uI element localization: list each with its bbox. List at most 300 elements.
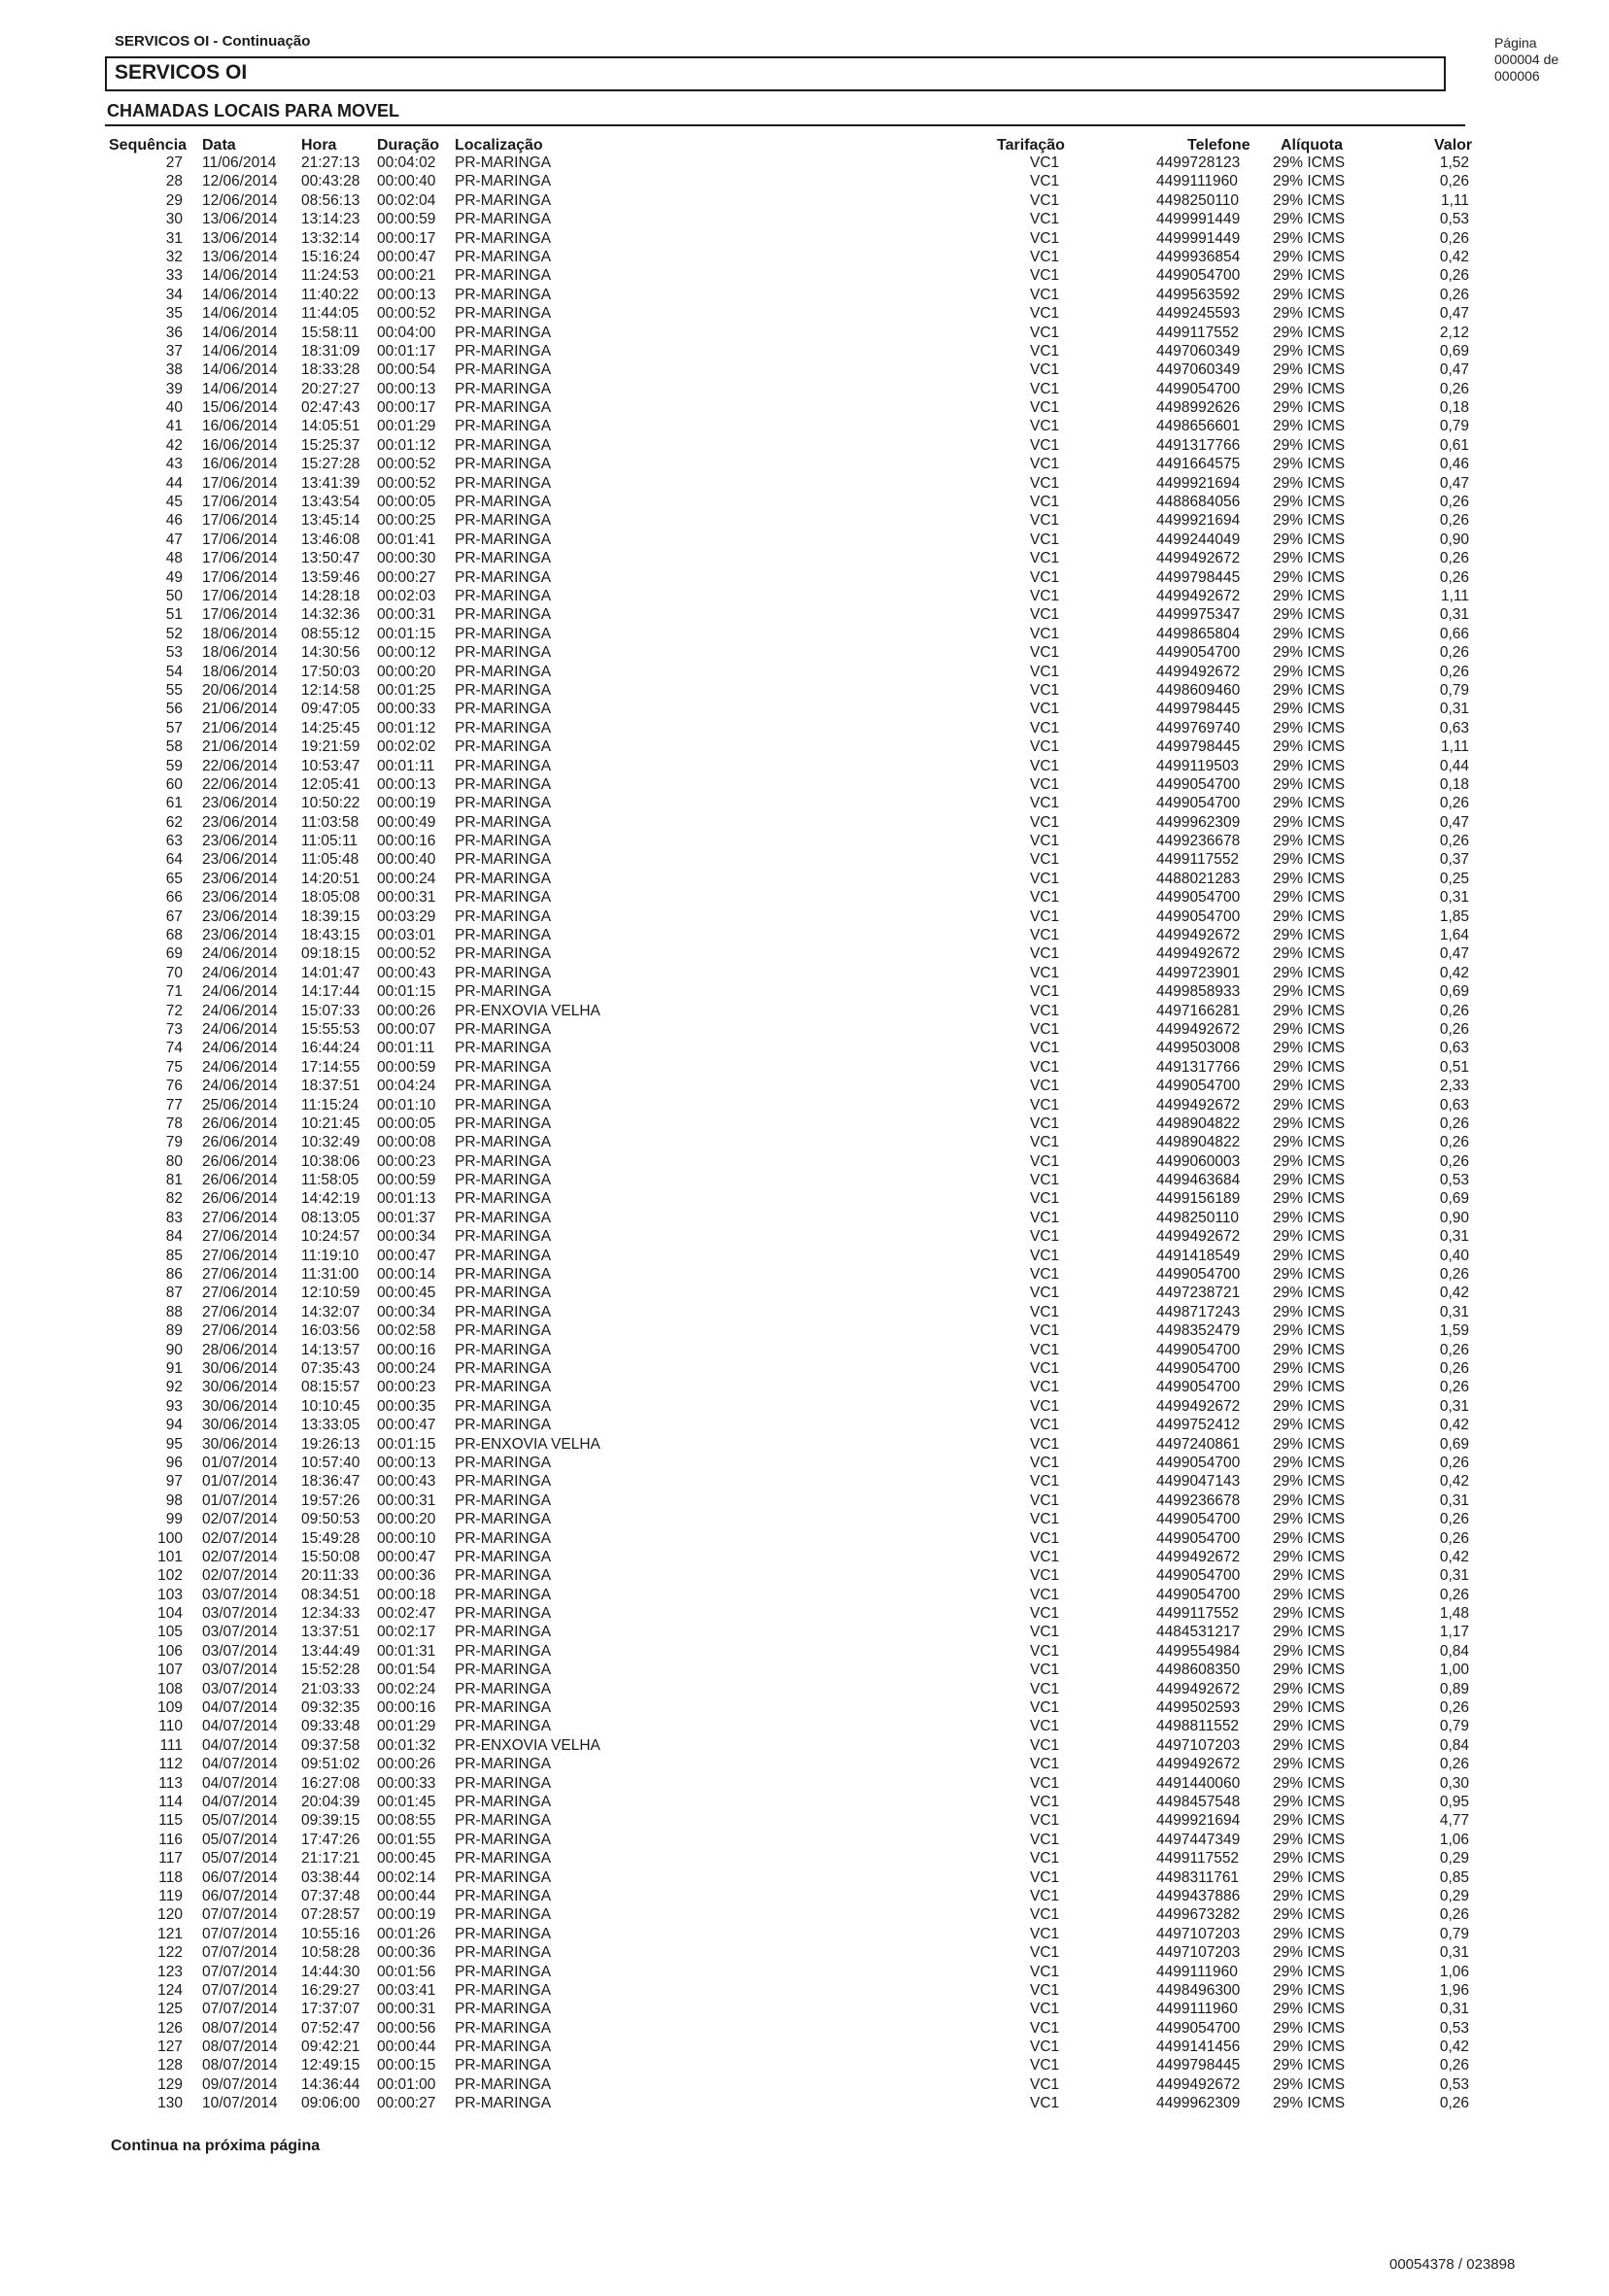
- row-value: 0,26: [1439, 286, 1469, 303]
- row-duration: 00:00:43: [377, 1473, 436, 1491]
- table-row: [0, 1566, 1609, 1585]
- row-location: PR-MARINGA: [455, 813, 552, 831]
- row-phone: 4499054700: [1156, 267, 1241, 285]
- row-time: 20:27:27: [301, 380, 360, 397]
- row-value: 0,26: [1439, 267, 1469, 285]
- row-rate: 29% ICMS: [1273, 2039, 1346, 2056]
- row-date: 02/07/2014: [202, 1567, 278, 1585]
- row-seq: 52: [165, 625, 183, 642]
- row-value: 0,63: [1439, 1096, 1469, 1114]
- table-row: [0, 229, 1609, 248]
- row-location: PR-MARINGA: [455, 324, 552, 341]
- row-duration: 00:00:52: [377, 474, 436, 492]
- row-seq: 114: [158, 1793, 183, 1810]
- row-duration: 00:00:59: [377, 1172, 436, 1189]
- row-value: 1,06: [1439, 1963, 1469, 1980]
- row-date: 06/07/2014: [202, 1887, 278, 1904]
- row-tariff: VC1: [1030, 889, 1060, 907]
- col-header-time: Hora: [301, 137, 337, 154]
- row-rate: 29% ICMS: [1273, 474, 1346, 492]
- row-date: 03/07/2014: [202, 1680, 278, 1697]
- row-location: PR-MARINGA: [455, 908, 552, 925]
- row-seq: 46: [165, 512, 183, 530]
- row-tariff: VC1: [1030, 738, 1060, 756]
- table-row: [0, 813, 1609, 832]
- row-tariff: VC1: [1030, 1078, 1060, 1095]
- row-value: 0,79: [1439, 1925, 1469, 1942]
- row-duration: 00:00:10: [377, 1529, 436, 1547]
- row-location: PR-MARINGA: [455, 606, 552, 624]
- row-date: 13/06/2014: [202, 248, 278, 265]
- row-value: 0,66: [1439, 625, 1469, 642]
- row-tariff: VC1: [1030, 644, 1060, 662]
- row-rate: 29% ICMS: [1273, 1209, 1346, 1226]
- row-seq: 89: [165, 1322, 183, 1340]
- row-rate: 29% ICMS: [1273, 568, 1346, 586]
- row-rate: 29% ICMS: [1273, 983, 1346, 1001]
- row-location: PR-MARINGA: [455, 1944, 552, 1962]
- table-row: [0, 172, 1609, 190]
- row-time: 15:58:11: [301, 324, 359, 341]
- row-value: 1,52: [1439, 154, 1469, 171]
- row-tariff: VC1: [1030, 191, 1060, 209]
- row-rate: 29% ICMS: [1273, 1548, 1346, 1565]
- row-phone: 4499060003: [1156, 1152, 1241, 1170]
- row-duration: 00:00:52: [377, 456, 436, 473]
- row-phone: 4499492672: [1156, 550, 1241, 567]
- table-row: [0, 1020, 1609, 1039]
- row-duration: 00:01:29: [377, 418, 436, 435]
- row-phone: 4499503008: [1156, 1040, 1241, 1057]
- row-time: 12:05:41: [301, 775, 360, 793]
- row-phone: 4498457548: [1156, 1793, 1241, 1810]
- row-date: 24/06/2014: [202, 945, 278, 963]
- row-seq: 61: [165, 795, 183, 812]
- row-location: PR-MARINGA: [455, 1247, 552, 1264]
- row-date: 24/06/2014: [202, 1078, 278, 1095]
- row-value: 1,85: [1439, 908, 1469, 925]
- row-time: 10:21:45: [301, 1114, 360, 1132]
- table-row: [0, 1472, 1609, 1491]
- row-tariff: VC1: [1030, 1152, 1060, 1170]
- row-value: 0,69: [1439, 1435, 1469, 1453]
- row-location: PR-MARINGA: [455, 833, 552, 850]
- row-date: 02/07/2014: [202, 1548, 278, 1565]
- row-time: 10:57:40: [301, 1454, 360, 1471]
- row-tariff: VC1: [1030, 908, 1060, 925]
- row-location: PR-MARINGA: [455, 1152, 552, 1170]
- row-tariff: VC1: [1030, 663, 1060, 680]
- row-time: 16:03:56: [301, 1322, 360, 1340]
- row-duration: 00:01:15: [377, 1435, 436, 1453]
- row-duration: 00:00:21: [377, 267, 436, 285]
- row-tariff: VC1: [1030, 1981, 1060, 1999]
- row-time: 14:44:30: [301, 1963, 360, 1980]
- row-duration: 00:01:00: [377, 2075, 436, 2093]
- col-header-location: Localização: [455, 137, 543, 154]
- row-tariff: VC1: [1030, 1397, 1060, 1415]
- row-duration: 00:04:00: [377, 324, 436, 341]
- table-row: [0, 888, 1609, 907]
- row-seq: 92: [165, 1379, 183, 1396]
- row-duration: 00:00:14: [377, 1266, 436, 1284]
- row-phone: 4499156189: [1156, 1190, 1241, 1208]
- row-time: 11:15:24: [301, 1096, 359, 1114]
- row-value: 0,25: [1439, 870, 1469, 887]
- row-value: 0,79: [1439, 1718, 1469, 1735]
- row-phone: 4498496300: [1156, 1981, 1241, 1999]
- row-date: 17/06/2014: [202, 587, 278, 604]
- row-time: 14:25:45: [301, 719, 360, 737]
- row-value: 0,26: [1439, 1134, 1469, 1151]
- row-value: 0,26: [1439, 1756, 1469, 1773]
- row-rate: 29% ICMS: [1273, 1887, 1346, 1904]
- row-date: 14/06/2014: [202, 286, 278, 303]
- row-value: 0,31: [1439, 1397, 1469, 1415]
- row-rate: 29% ICMS: [1273, 399, 1346, 417]
- row-phone: 4491440060: [1156, 1774, 1241, 1792]
- row-seq: 83: [165, 1209, 183, 1226]
- row-tariff: VC1: [1030, 1756, 1060, 1773]
- row-rate: 29% ICMS: [1273, 1266, 1346, 1284]
- row-phone: 4499492672: [1156, 587, 1241, 604]
- table-row: [0, 832, 1609, 850]
- row-duration: 00:02:24: [377, 1680, 436, 1697]
- row-seq: 117: [158, 1850, 183, 1868]
- row-date: 03/07/2014: [202, 1586, 278, 1603]
- col-header-duration: Duração: [377, 137, 440, 154]
- header-rule: [105, 124, 1465, 126]
- page-total: 000006: [1494, 68, 1540, 84]
- row-tariff: VC1: [1030, 436, 1060, 454]
- row-phone: 4499054700: [1156, 1360, 1241, 1377]
- row-seq: 59: [165, 757, 183, 774]
- row-seq: 66: [165, 889, 183, 907]
- row-duration: 00:02:02: [377, 738, 436, 756]
- row-time: 11:03:58: [301, 813, 359, 831]
- row-phone: 4498609460: [1156, 681, 1241, 699]
- row-time: 14:01:47: [301, 964, 360, 981]
- row-tariff: VC1: [1030, 2057, 1060, 2074]
- row-date: 03/07/2014: [202, 1605, 278, 1623]
- row-tariff: VC1: [1030, 1020, 1060, 1038]
- row-value: 0,26: [1439, 1529, 1469, 1547]
- row-duration: 00:00:31: [377, 889, 436, 907]
- continuation-title: SERVICOS OI - Continuação: [115, 33, 311, 50]
- row-date: 17/06/2014: [202, 568, 278, 586]
- row-value: 0,31: [1439, 606, 1469, 624]
- row-location: PR-MARINGA: [455, 1454, 552, 1471]
- row-value: 0,79: [1439, 681, 1469, 699]
- row-location: PR-MARINGA: [455, 1511, 552, 1528]
- table-row: [0, 436, 1609, 455]
- table-row: [0, 1152, 1609, 1171]
- row-value: 0,31: [1439, 1567, 1469, 1585]
- table-row: [0, 1849, 1609, 1868]
- row-location: PR-MARINGA: [455, 1925, 552, 1942]
- row-value: 0,26: [1439, 1152, 1469, 1170]
- row-seq: 35: [165, 305, 183, 323]
- row-time: 15:49:28: [301, 1529, 360, 1547]
- row-location: PR-MARINGA: [455, 587, 552, 604]
- row-tariff: VC1: [1030, 154, 1060, 171]
- table-row: [0, 568, 1609, 587]
- row-duration: 00:00:31: [377, 2001, 436, 2018]
- row-seq: 58: [165, 738, 183, 756]
- row-phone: 4497060349: [1156, 342, 1241, 360]
- row-tariff: VC1: [1030, 1868, 1060, 1886]
- row-date: 30/06/2014: [202, 1397, 278, 1415]
- row-date: 27/06/2014: [202, 1285, 278, 1302]
- row-phone: 4499054700: [1156, 775, 1241, 793]
- table-row: [0, 1265, 1609, 1284]
- table-row: [0, 1435, 1609, 1454]
- row-location: PR-MARINGA: [455, 1718, 552, 1735]
- row-seq: 51: [165, 606, 183, 624]
- row-time: 15:16:24: [301, 248, 360, 265]
- row-value: 0,46: [1439, 456, 1469, 473]
- row-value: 0,42: [1439, 1473, 1469, 1491]
- row-time: 18:31:09: [301, 342, 360, 360]
- table-row: [0, 1661, 1609, 1679]
- row-phone: 4499054700: [1156, 908, 1241, 925]
- row-phone: 4499047143: [1156, 1473, 1241, 1491]
- row-value: 0,44: [1439, 757, 1469, 774]
- row-phone: 4498904822: [1156, 1114, 1241, 1132]
- row-tariff: VC1: [1030, 1944, 1060, 1962]
- row-date: 27/06/2014: [202, 1228, 278, 1246]
- row-date: 17/06/2014: [202, 494, 278, 511]
- row-tariff: VC1: [1030, 568, 1060, 586]
- row-location: PR-MARINGA: [455, 1134, 552, 1151]
- row-rate: 29% ICMS: [1273, 436, 1346, 454]
- row-tariff: VC1: [1030, 1266, 1060, 1284]
- row-location: PR-MARINGA: [455, 1774, 552, 1792]
- row-date: 05/07/2014: [202, 1831, 278, 1848]
- row-duration: 00:00:20: [377, 1511, 436, 1528]
- row-location: PR-MARINGA: [455, 1190, 552, 1208]
- row-rate: 29% ICMS: [1273, 211, 1346, 228]
- table-row: [0, 1321, 1609, 1340]
- row-date: 27/06/2014: [202, 1209, 278, 1226]
- row-value: 0,85: [1439, 1868, 1469, 1886]
- row-value: 1,00: [1439, 1662, 1469, 1679]
- row-duration: 00:00:12: [377, 644, 436, 662]
- table-row: [0, 1378, 1609, 1396]
- row-location: PR-MARINGA: [455, 1360, 552, 1377]
- row-value: 0,31: [1439, 1303, 1469, 1320]
- row-rate: 29% ICMS: [1273, 1812, 1346, 1830]
- row-time: 14:32:36: [301, 606, 360, 624]
- row-time: 12:34:33: [301, 1605, 360, 1623]
- row-rate: 29% ICMS: [1273, 1944, 1346, 1962]
- row-time: 10:53:47: [301, 757, 360, 774]
- row-tariff: VC1: [1030, 681, 1060, 699]
- row-time: 09:50:53: [301, 1511, 360, 1528]
- row-duration: 00:01:11: [377, 1040, 435, 1057]
- row-location: PR-MARINGA: [455, 2057, 552, 2074]
- row-time: 14:20:51: [301, 870, 360, 887]
- row-rate: 29% ICMS: [1273, 2075, 1346, 2093]
- row-location: PR-MARINGA: [455, 964, 552, 981]
- row-date: 26/06/2014: [202, 1172, 278, 1189]
- row-rate: 29% ICMS: [1273, 1473, 1346, 1491]
- row-seq: 96: [165, 1454, 183, 1471]
- row-tariff: VC1: [1030, 1586, 1060, 1603]
- table-row: [0, 625, 1609, 643]
- row-phone: 4499492672: [1156, 1397, 1241, 1415]
- row-value: 0,26: [1439, 1114, 1469, 1132]
- row-phone: 4499563592: [1156, 286, 1241, 303]
- row-phone: 4499054700: [1156, 795, 1241, 812]
- row-phone: 4499492672: [1156, 2075, 1241, 2093]
- row-time: 14:28:18: [301, 587, 360, 604]
- row-rate: 29% ICMS: [1273, 1793, 1346, 1810]
- row-date: 05/07/2014: [202, 1812, 278, 1830]
- row-date: 04/07/2014: [202, 1793, 278, 1810]
- row-date: 16/06/2014: [202, 436, 278, 454]
- row-value: 0,47: [1439, 945, 1469, 963]
- row-seq: 126: [157, 2019, 183, 2037]
- table-row: [0, 1905, 1609, 1924]
- row-date: 07/07/2014: [202, 1981, 278, 1999]
- row-tariff: VC1: [1030, 1190, 1060, 1208]
- row-location: PR-MARINGA: [455, 361, 552, 379]
- row-rate: 29% ICMS: [1273, 1981, 1346, 1999]
- row-phone: 4498656601: [1156, 418, 1241, 435]
- row-location: PR-MARINGA: [455, 1981, 552, 1999]
- row-value: 0,26: [1439, 1699, 1469, 1717]
- row-rate: 29% ICMS: [1273, 1850, 1346, 1868]
- row-value: 0,30: [1439, 1774, 1469, 1792]
- row-tariff: VC1: [1030, 1850, 1060, 1868]
- row-tariff: VC1: [1030, 1228, 1060, 1246]
- row-time: 13:45:14: [301, 512, 360, 530]
- row-date: 13/06/2014: [202, 211, 278, 228]
- row-time: 10:10:45: [301, 1397, 360, 1415]
- row-rate: 29% ICMS: [1273, 606, 1346, 624]
- row-tariff: VC1: [1030, 1303, 1060, 1320]
- row-date: 14/06/2014: [202, 324, 278, 341]
- row-duration: 00:00:16: [377, 1341, 436, 1358]
- row-value: 0,26: [1439, 494, 1469, 511]
- row-duration: 00:00:40: [377, 173, 436, 190]
- row-location: PR-MARINGA: [455, 474, 552, 492]
- table-row: [0, 1642, 1609, 1661]
- row-seq: 73: [165, 1020, 183, 1038]
- row-duration: 00:00:59: [377, 211, 436, 228]
- row-time: 11:19:10: [301, 1247, 359, 1264]
- row-duration: 00:00:19: [377, 795, 436, 812]
- row-rate: 29% ICMS: [1273, 945, 1346, 963]
- row-seq: 40: [165, 399, 183, 417]
- row-rate: 29% ICMS: [1273, 663, 1346, 680]
- table-row: [0, 154, 1609, 172]
- row-time: 13:44:49: [301, 1642, 360, 1660]
- row-tariff: VC1: [1030, 229, 1060, 247]
- row-value: 0,18: [1439, 775, 1469, 793]
- row-location: PR-MARINGA: [455, 870, 552, 887]
- row-date: 24/06/2014: [202, 1002, 278, 1019]
- row-date: 08/07/2014: [202, 2039, 278, 2056]
- row-value: 0,84: [1439, 1642, 1469, 1660]
- row-value: 0,47: [1439, 474, 1469, 492]
- table-row: [0, 964, 1609, 982]
- row-rate: 29% ICMS: [1273, 1152, 1346, 1170]
- row-phone: 4499798445: [1156, 2057, 1241, 2074]
- row-location: PR-MARINGA: [455, 1624, 552, 1641]
- row-value: 0,40: [1439, 1247, 1469, 1264]
- row-tariff: VC1: [1030, 1567, 1060, 1585]
- row-duration: 00:00:45: [377, 1850, 436, 1868]
- row-seq: 47: [165, 531, 183, 548]
- row-location: PR-MARINGA: [455, 1680, 552, 1697]
- row-phone: 4499921694: [1156, 1812, 1241, 1830]
- row-phone: 4499975347: [1156, 606, 1241, 624]
- row-tariff: VC1: [1030, 1435, 1060, 1453]
- row-date: 03/07/2014: [202, 1624, 278, 1641]
- row-location: PR-MARINGA: [455, 701, 552, 718]
- row-seq: 82: [165, 1190, 183, 1208]
- row-duration: 00:01:26: [377, 1925, 436, 1942]
- row-rate: 29% ICMS: [1273, 1718, 1346, 1735]
- row-location: PR-MARINGA: [455, 1831, 552, 1848]
- row-date: 25/06/2014: [202, 1096, 278, 1114]
- row-rate: 29% ICMS: [1273, 1379, 1346, 1396]
- row-seq: 70: [165, 964, 183, 981]
- row-time: 15:27:28: [301, 456, 360, 473]
- row-time: 16:29:27: [301, 1981, 360, 1999]
- row-phone: 4498608350: [1156, 1662, 1241, 1679]
- row-location: PR-MARINGA: [455, 1078, 552, 1095]
- row-seq: 118: [158, 1868, 183, 1886]
- row-seq: 130: [157, 2095, 183, 2112]
- row-date: 27/06/2014: [202, 1247, 278, 1264]
- row-date: 04/07/2014: [202, 1774, 278, 1792]
- row-rate: 29% ICMS: [1273, 267, 1346, 285]
- row-tariff: VC1: [1030, 1887, 1060, 1904]
- row-seq: 32: [165, 248, 183, 265]
- row-phone: 4491418549: [1156, 1247, 1241, 1264]
- row-duration: 00:00:43: [377, 964, 436, 981]
- row-seq: 102: [157, 1567, 183, 1585]
- row-value: 0,26: [1439, 1586, 1469, 1603]
- row-location: PR-MARINGA: [455, 663, 552, 680]
- row-phone: 4499117552: [1156, 851, 1240, 869]
- row-rate: 29% ICMS: [1273, 494, 1346, 511]
- row-date: 14/06/2014: [202, 361, 278, 379]
- row-value: 0,61: [1439, 436, 1469, 454]
- row-rate: 29% ICMS: [1273, 1774, 1346, 1792]
- row-tariff: VC1: [1030, 361, 1060, 379]
- row-rate: 29% ICMS: [1273, 1040, 1346, 1057]
- row-value: 0,63: [1439, 719, 1469, 737]
- row-phone: 4499111960: [1156, 2001, 1238, 2018]
- row-time: 12:10:59: [301, 1285, 360, 1302]
- row-location: PR-MARINGA: [455, 1341, 552, 1358]
- row-rate: 29% ICMS: [1273, 870, 1346, 887]
- row-seq: 110: [158, 1718, 183, 1735]
- row-value: 0,29: [1439, 1887, 1469, 1904]
- row-date: 20/06/2014: [202, 681, 278, 699]
- row-rate: 29% ICMS: [1273, 1360, 1346, 1377]
- calls-table-body: [0, 154, 1609, 2113]
- row-tariff: VC1: [1030, 833, 1060, 850]
- row-duration: 00:00:34: [377, 1228, 436, 1246]
- row-value: 0,26: [1439, 1266, 1469, 1284]
- row-duration: 00:00:49: [377, 813, 436, 831]
- table-row: [0, 1284, 1609, 1302]
